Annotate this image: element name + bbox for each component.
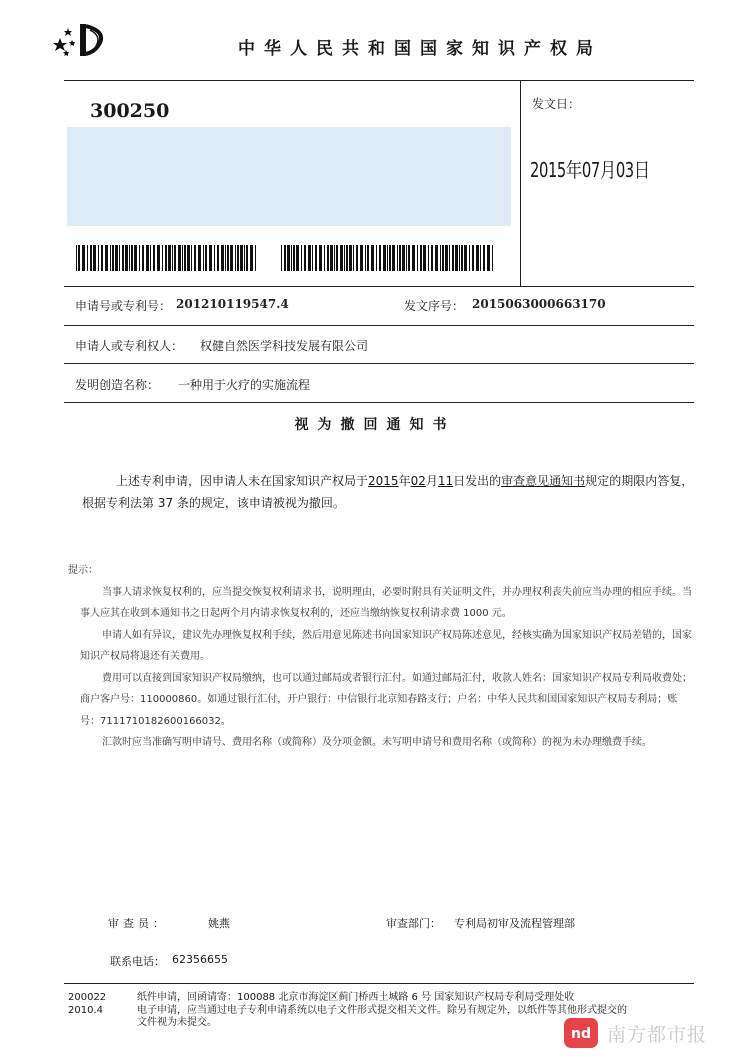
row-divider xyxy=(64,363,694,364)
send-date-label: 发文日： xyxy=(532,97,581,111)
hint-paragraph: 申请人如有异议，建议先办理恢复权利手续，然后用意见陈述书向国家知识产权局陈述意见，经核实确为国家知识产权局差错的，国家知识产权局将退还有关费用。 xyxy=(80,629,692,662)
body-year: 2015 xyxy=(368,474,399,488)
send-date-value: 2015年07月03日 xyxy=(530,158,650,182)
header-divider xyxy=(64,80,694,81)
application-number-value: 201210119547.4 xyxy=(176,297,289,311)
phone-value: 62356655 xyxy=(172,953,228,966)
barcode-right xyxy=(281,245,494,271)
newspaper-logo-icon xyxy=(563,1017,599,1049)
examiner-label: 审查员： xyxy=(108,917,168,930)
footer-line: 文件视为未提交。 xyxy=(137,1017,217,1028)
footer-line: 纸件申请，回函请寄：100088 北京市海淀区蓟门桥西土城路 6 号 国家知识产权局专利局受理处收 xyxy=(137,992,575,1003)
department-label: 审查部门： xyxy=(386,917,441,930)
form-code: 200022 xyxy=(68,992,107,1003)
watermark-text: 南方都市报 xyxy=(607,1024,708,1046)
invention-title-value: 一种用于火疗的实施流程 xyxy=(178,378,311,392)
notice-title: 视为撤回通知书 xyxy=(294,417,456,433)
footer-line: 电子申请，应当通过电子专利申请系统以电子文件形式提交相关文件。除另有规定外，以纸件等其他形式提交的 xyxy=(137,1004,627,1016)
phone-label: 联系电话： xyxy=(110,955,165,968)
document-sequence-value: 2015063000663170 xyxy=(472,297,606,311)
case-number: 300250 xyxy=(90,100,170,122)
hint-paragraph: 费用可以直接到国家知识产权局缴纳，也可以通过邮局或者银行汇付。如通过邮局汇付，收款人姓名：国家知识产权局专利局收费处；商户客户号：110000860。如通过银行汇付，开户银行：中信银行北京知春路支行；户名：中华人民共和国国家知识产权局专利局；账号：7111710182600166032。 xyxy=(80,672,692,727)
patent-office-emblem-icon xyxy=(52,18,112,60)
row-divider xyxy=(64,402,694,403)
body-day-unit: 日发出的 xyxy=(453,474,502,488)
body-document-name: 审查意见通知书 xyxy=(501,474,586,488)
hint-paragraph: 汇款时应当准确写明申请号、费用名称（或简称）及分项金额。未写明申请号和费用名称（或简称）的视为未办理缴费手续。 xyxy=(102,737,652,748)
body-prefix: 上述专利申请，因申请人未在国家知识产权局于 xyxy=(116,474,369,488)
body-month-unit: 月 xyxy=(425,474,438,488)
document-sequence-label: 发文序号： xyxy=(404,299,465,313)
body-month: 02 xyxy=(410,474,426,488)
body-suffix: 规定的期限内答复，根据专利法第 37 条的规定，该申请被视为撤回。 xyxy=(82,474,694,510)
form-date: 2010.4 xyxy=(68,1005,103,1016)
invention-title-label: 发明创造名称： xyxy=(75,378,160,392)
department-value: 专利局初审及流程管理部 xyxy=(454,917,575,930)
hints-section xyxy=(68,560,694,754)
hint-paragraph: 当事人请求恢复权利的，应当提交恢复权利请求书，说明理由，必要时附具有关证明文件，并办理权利丧失前应当办理的相应手续。当事人应其在收到本通知书之日起两个月内请求恢复权利的，还应当缴纳恢复权利请求费 1000 元。 xyxy=(80,586,692,619)
barcode-left xyxy=(76,245,258,271)
office-title: 中华人民共和国国家知识产权局 xyxy=(238,39,602,59)
newspaper-watermark xyxy=(563,1015,748,1051)
body-year-unit: 年 xyxy=(398,474,411,488)
applicant-label: 申请人或专利权人： xyxy=(75,339,184,353)
row-divider xyxy=(64,286,694,287)
notice-body xyxy=(82,470,694,514)
applicant-value: 权健自然医学科技发展有限公司 xyxy=(200,339,369,353)
hints-label: 提示： xyxy=(68,565,98,576)
body-day: 11 xyxy=(437,474,454,488)
footer-divider xyxy=(64,983,694,984)
examiner-value: 姚燕 xyxy=(208,917,230,930)
application-number-label: 申请号或专利号： xyxy=(75,299,172,313)
watermark-logo-text: nd xyxy=(571,1026,591,1042)
row-divider xyxy=(64,325,694,326)
vertical-divider xyxy=(520,80,521,286)
redacted-address-area xyxy=(67,127,511,226)
